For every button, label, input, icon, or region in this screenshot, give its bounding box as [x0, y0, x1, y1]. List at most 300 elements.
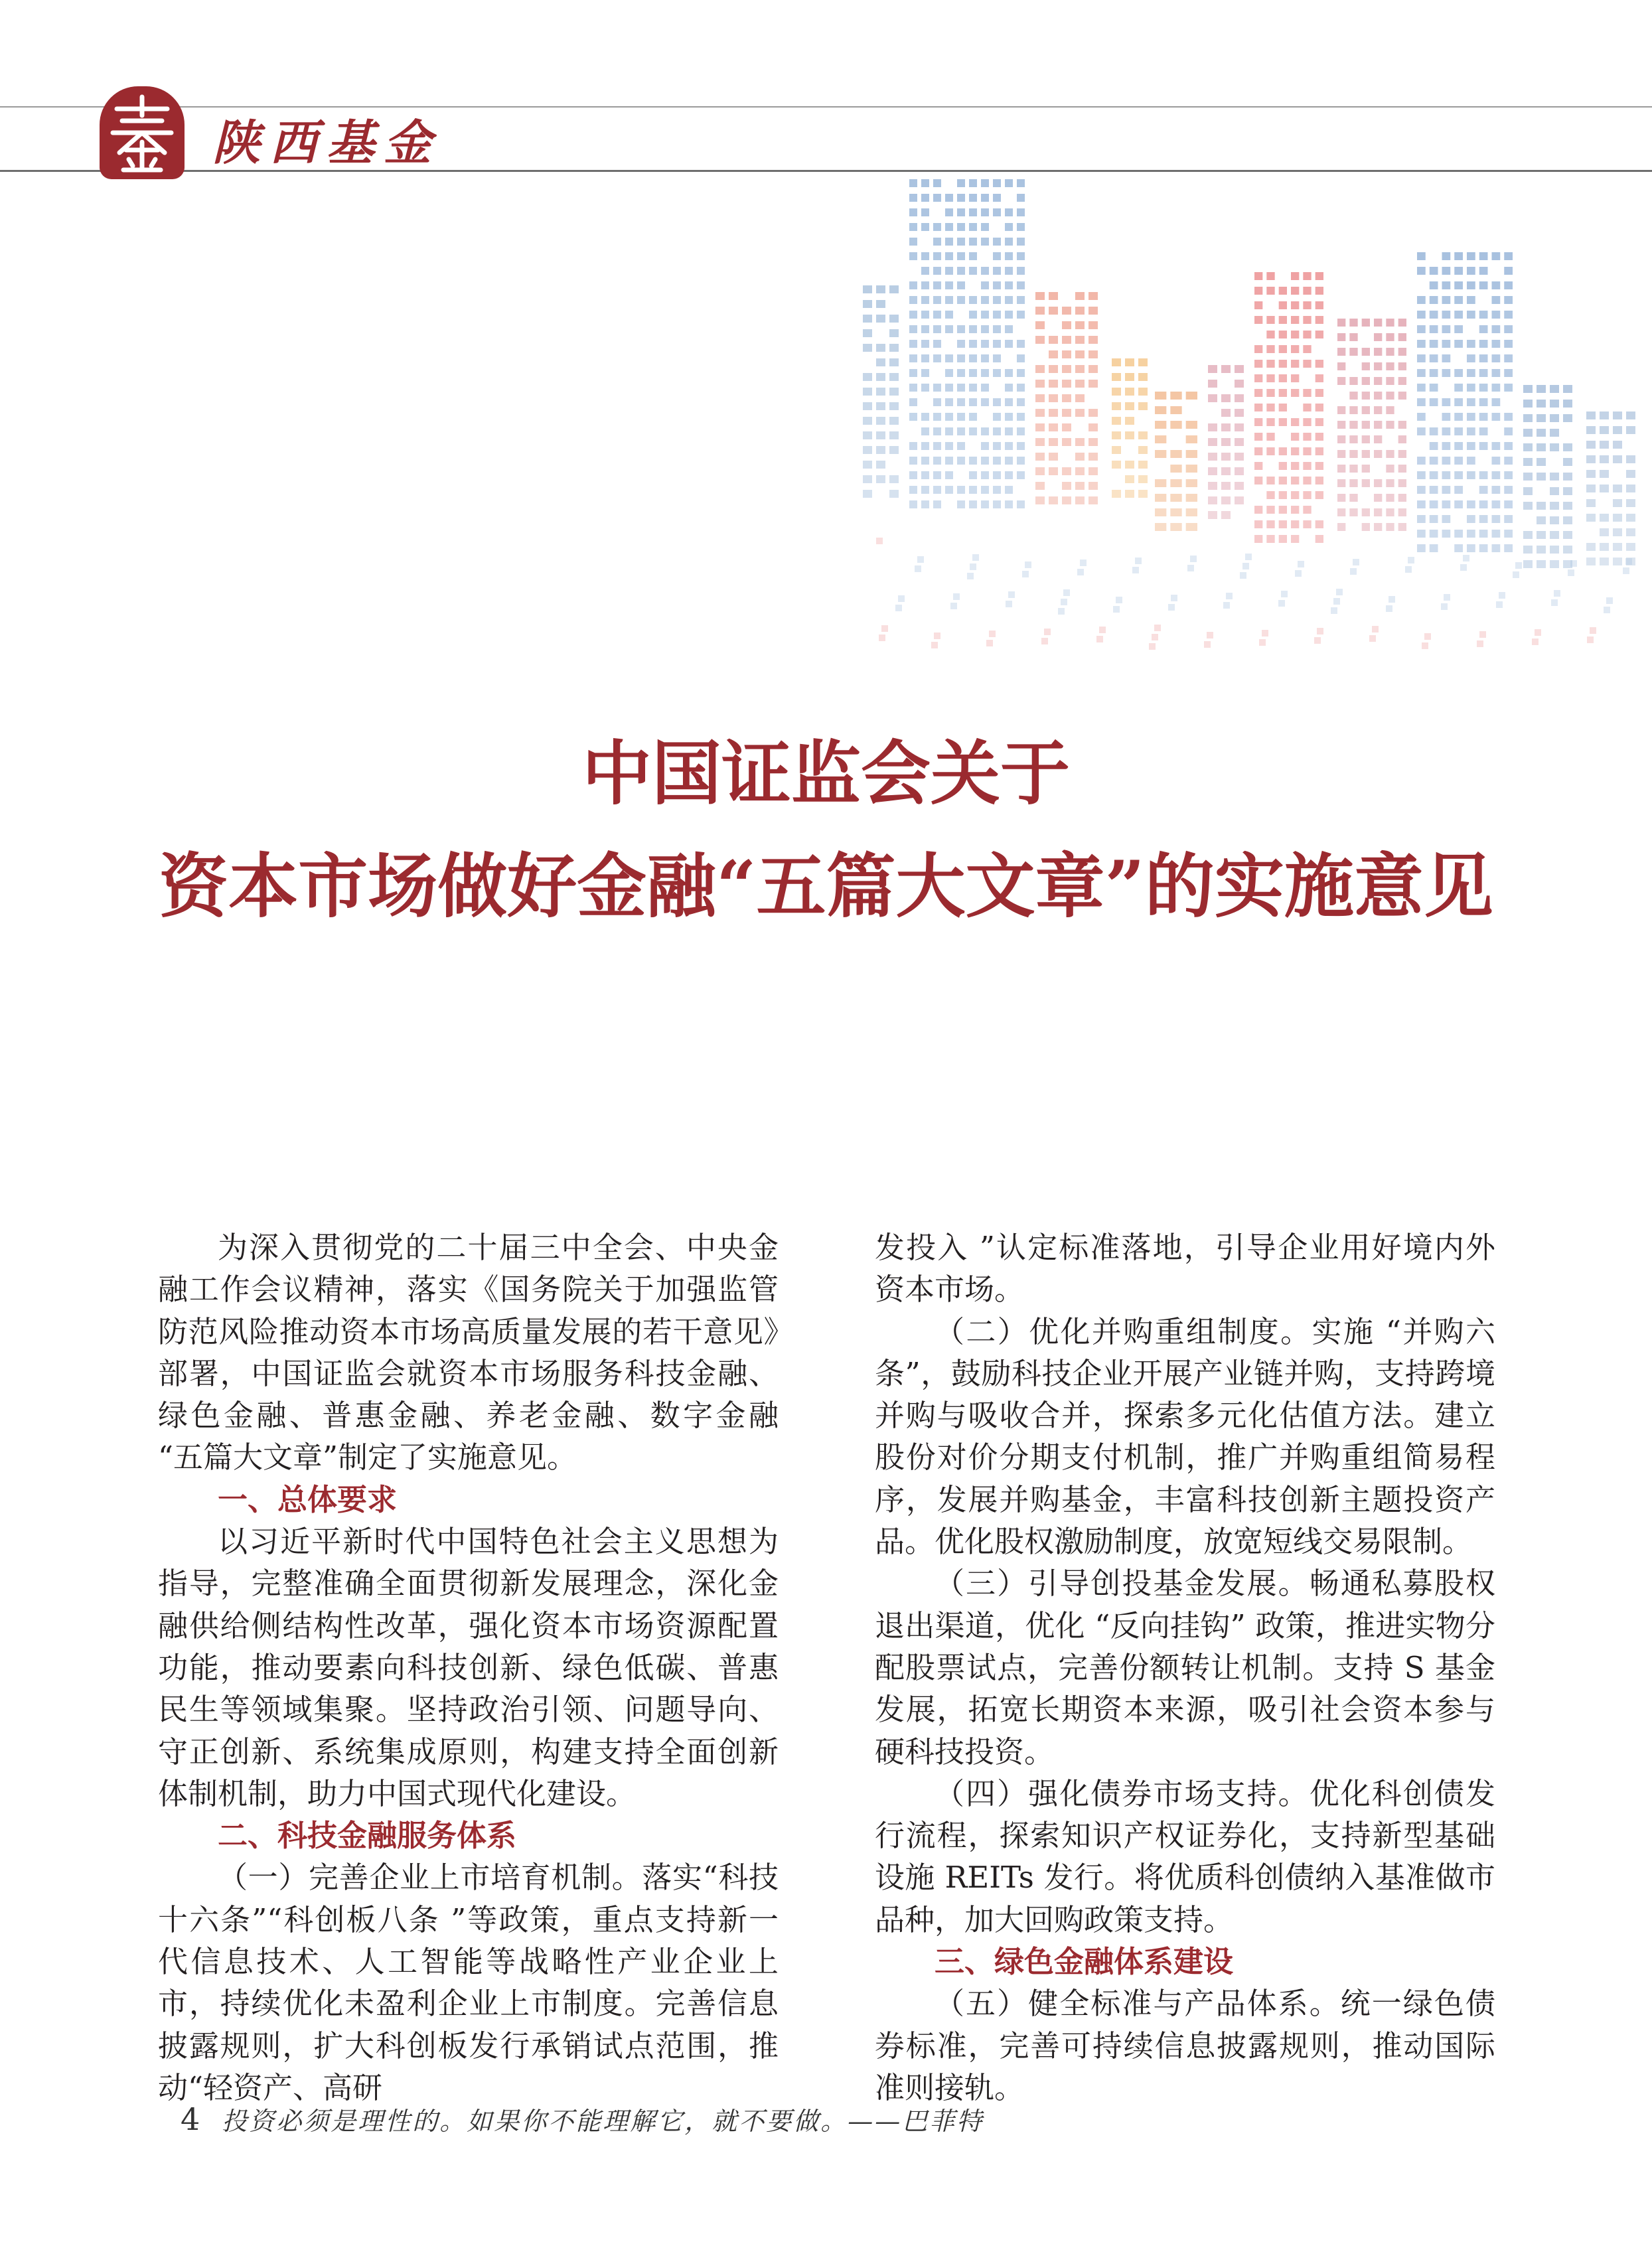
skyline-window	[1221, 467, 1231, 475]
skyline-window	[1362, 523, 1370, 531]
article-title-line-2: 资本市场做好金融“五篇大文章”的实施意见	[159, 845, 1493, 927]
skyline-window	[1005, 369, 1013, 377]
skyline-window	[1386, 465, 1394, 473]
skyline-window	[1417, 354, 1426, 362]
skyline-pixel	[970, 563, 976, 570]
skyline-window	[933, 413, 941, 421]
skyline-window	[945, 442, 953, 450]
skyline-window	[981, 340, 989, 348]
skyline-window	[1492, 442, 1501, 450]
skyline-window	[1089, 482, 1098, 490]
skyline-window	[1504, 340, 1513, 348]
skyline-window	[1442, 427, 1451, 435]
skyline-window	[1523, 473, 1533, 481]
skyline-window	[1613, 411, 1622, 419]
skyline-window	[1454, 530, 1463, 538]
skyline-window	[1563, 473, 1572, 481]
skyline-window	[1442, 413, 1451, 421]
skyline-window	[1279, 477, 1287, 485]
skyline-window	[1492, 457, 1501, 465]
skyline-window	[1374, 319, 1382, 327]
skyline-window	[1563, 458, 1572, 466]
skyline-window	[1430, 427, 1438, 435]
skyline-pixel	[1025, 561, 1031, 568]
skyline-window	[1586, 558, 1596, 565]
skyline-window	[1291, 462, 1299, 470]
skyline-window	[1112, 461, 1121, 469]
skyline-window	[1017, 354, 1025, 362]
skyline-window	[981, 457, 989, 465]
skyline-window	[981, 384, 989, 392]
skyline-window	[1454, 427, 1463, 435]
skyline-pixel	[931, 642, 938, 648]
skyline-window	[921, 413, 929, 421]
skyline-window	[1315, 272, 1323, 280]
skyline-window	[1125, 358, 1134, 366]
skyline-window	[1349, 421, 1357, 429]
skyline-window	[933, 471, 941, 479]
skyline-window	[1291, 520, 1299, 528]
skyline-window	[1089, 307, 1098, 315]
skyline-window	[1467, 500, 1475, 508]
skyline-window	[1504, 530, 1513, 538]
skyline-window	[957, 413, 965, 421]
skyline-window	[1386, 421, 1394, 429]
skyline-window	[1374, 333, 1382, 341]
skyline-window	[1430, 325, 1438, 333]
skyline-window	[1417, 325, 1426, 333]
skyline-window	[1454, 252, 1463, 260]
skyline-window	[945, 471, 953, 479]
skyline-window	[933, 267, 941, 275]
skyline-window	[1138, 388, 1148, 396]
skyline-window	[1586, 426, 1596, 434]
skyline-window	[1303, 462, 1311, 470]
skyline-window	[1550, 487, 1559, 495]
skyline-window	[909, 223, 917, 231]
skyline-window	[876, 461, 885, 469]
skyline-window	[1479, 340, 1488, 348]
skyline-window	[863, 446, 872, 454]
skyline-window	[1221, 482, 1231, 490]
skyline-window	[1075, 350, 1085, 358]
skyline-window	[1138, 446, 1148, 454]
skyline-window	[1125, 402, 1134, 410]
skyline-window	[876, 475, 885, 483]
skyline-window	[1586, 470, 1596, 478]
skyline-window	[909, 457, 917, 465]
skyline-pixel	[1240, 572, 1246, 579]
skyline-window	[1266, 418, 1274, 426]
skyline-window	[1303, 287, 1311, 295]
skyline-window	[957, 340, 965, 348]
skyline-window	[1315, 491, 1323, 499]
skyline-window	[1374, 508, 1382, 516]
skyline-window	[945, 354, 953, 362]
skyline-window	[889, 315, 899, 323]
skyline-window	[863, 315, 872, 323]
skyline-window	[1492, 544, 1501, 552]
skyline-pixel	[1135, 558, 1142, 564]
skyline-window	[1337, 377, 1345, 385]
skyline-window	[1492, 500, 1501, 508]
skyline-window	[1550, 400, 1559, 408]
skyline-window	[1479, 413, 1488, 421]
skyline-window	[1315, 389, 1323, 397]
skyline-window	[1075, 321, 1085, 329]
skyline-window	[957, 398, 965, 406]
skyline-window	[1254, 433, 1262, 441]
skyline-window	[1017, 384, 1025, 392]
skyline-window	[1398, 377, 1406, 385]
skyline-window	[969, 238, 977, 246]
skyline-window	[1017, 252, 1025, 260]
skyline-window	[1125, 417, 1134, 425]
skyline-window	[1303, 345, 1311, 353]
skyline-window	[945, 413, 953, 421]
skyline-window	[1442, 252, 1451, 260]
skyline-window	[889, 417, 899, 425]
skyline-window	[1349, 450, 1357, 458]
skyline-window	[889, 388, 899, 396]
skyline-window	[1613, 558, 1622, 565]
skyline-window	[1089, 365, 1098, 373]
skyline-pixel	[1515, 562, 1522, 569]
skyline-window	[1349, 392, 1357, 400]
skyline-window	[1062, 321, 1071, 329]
skyline-window	[1492, 252, 1501, 260]
skyline-window	[1504, 515, 1513, 523]
skyline-window	[1221, 394, 1231, 402]
skyline-window	[889, 329, 899, 337]
skyline-window	[921, 296, 929, 304]
skyline-window	[1492, 486, 1501, 494]
skyline-window	[1089, 453, 1098, 461]
skyline-window	[1537, 429, 1546, 437]
skyline-window	[993, 267, 1001, 275]
skyline-window	[1208, 482, 1217, 490]
skyline-window	[1600, 528, 1609, 536]
skyline-window	[933, 281, 941, 289]
skyline-pixel	[1496, 601, 1503, 608]
skyline-window	[921, 471, 929, 479]
skyline-window	[993, 325, 1001, 333]
skyline-window	[945, 281, 953, 289]
skyline-window	[1479, 500, 1488, 508]
skyline-window	[969, 369, 977, 377]
skyline-pixel	[1295, 570, 1302, 577]
skyline-window	[945, 398, 953, 406]
skyline-window	[1337, 406, 1345, 414]
skyline-window	[1479, 515, 1488, 523]
skyline-window	[889, 446, 899, 454]
skyline-window	[876, 344, 885, 352]
skyline-window	[1291, 389, 1299, 397]
skyline-window	[1430, 281, 1438, 289]
skyline-window	[1386, 450, 1394, 458]
skyline-window	[1315, 462, 1323, 470]
skyline-window	[1430, 311, 1438, 319]
skyline-pixel	[876, 538, 883, 544]
skyline-window	[1337, 465, 1345, 473]
skyline-window	[1266, 404, 1274, 411]
skyline-window	[1291, 287, 1299, 295]
skyline-window	[1266, 389, 1274, 397]
skyline-window	[1035, 423, 1045, 431]
skyline-window	[1523, 385, 1533, 393]
skyline-window	[1303, 404, 1311, 411]
skyline-pixel	[1044, 629, 1051, 635]
skyline-window	[945, 311, 953, 319]
skyline-window	[1504, 369, 1513, 377]
skyline-window	[1374, 362, 1382, 370]
skyline-pixel	[1590, 627, 1596, 634]
skyline-window	[1089, 321, 1098, 329]
skyline-window	[1337, 333, 1345, 341]
skyline-window	[1613, 528, 1622, 536]
skyline-window	[1337, 435, 1345, 443]
skyline-pixel	[967, 573, 974, 579]
skyline-window	[1600, 514, 1609, 522]
skyline-window	[1442, 471, 1451, 479]
skyline-window	[1563, 414, 1572, 422]
skyline-window	[1492, 340, 1501, 348]
skyline-window	[909, 194, 917, 202]
skyline-window	[863, 285, 872, 293]
skyline-window	[1186, 479, 1197, 487]
skyline-window	[957, 194, 965, 202]
skyline-window	[1112, 490, 1121, 498]
skyline-window	[1315, 433, 1323, 441]
skyline-window	[1398, 435, 1406, 443]
skyline-window	[933, 296, 941, 304]
skyline-window	[909, 354, 917, 362]
skyline-window	[1303, 389, 1311, 397]
skyline-window	[1600, 470, 1609, 478]
skyline-window	[1303, 272, 1311, 280]
skyline-window	[1454, 500, 1463, 508]
skyline-window	[1550, 443, 1559, 451]
skyline-window	[1600, 441, 1609, 449]
skyline-window	[1374, 494, 1382, 502]
qin-seal-logo-icon	[100, 86, 185, 179]
skyline-window	[1254, 272, 1262, 280]
skyline-window	[1017, 471, 1025, 479]
skyline-window	[993, 427, 1001, 435]
skyline-window	[1454, 486, 1463, 494]
skyline-window	[1454, 544, 1463, 552]
skyline-window	[1586, 441, 1596, 449]
skyline-window	[993, 179, 1001, 187]
skyline-window	[1235, 482, 1244, 490]
skyline-pixel	[1499, 592, 1505, 599]
skyline-window	[1005, 252, 1013, 260]
skyline-window	[1005, 296, 1013, 304]
skyline-window	[1035, 380, 1045, 388]
skyline-window	[1504, 252, 1513, 260]
section-heading-3: 三、绿色金融体系建设	[935, 1944, 1234, 1980]
skyline-window	[1208, 496, 1217, 504]
skyline-window	[1170, 392, 1181, 400]
skyline-pixel	[1513, 571, 1519, 578]
skyline-window	[1504, 281, 1513, 289]
skyline-window	[1155, 450, 1166, 458]
skyline-pixel	[881, 625, 888, 632]
skyline-window	[969, 208, 977, 216]
skyline-window	[1208, 453, 1217, 461]
skyline-window	[1504, 427, 1513, 435]
skyline-window	[1563, 546, 1572, 554]
skyline-window	[1362, 406, 1370, 414]
skyline-window	[1492, 515, 1501, 523]
skyline-window	[1586, 514, 1596, 522]
skyline-window	[1279, 360, 1287, 368]
skyline-window	[1626, 426, 1635, 434]
skyline-window	[1467, 413, 1475, 421]
skyline-window	[1005, 267, 1013, 275]
skyline-window	[1586, 411, 1596, 419]
skyline-window	[1005, 238, 1013, 246]
skyline-window	[1315, 374, 1323, 382]
skyline-window	[1430, 471, 1438, 479]
skyline-window	[1479, 325, 1488, 333]
skyline-window	[909, 384, 917, 392]
skyline-window	[969, 398, 977, 406]
skyline-pixel	[1568, 569, 1574, 576]
skyline-window	[1089, 350, 1098, 358]
skyline-window	[1112, 358, 1121, 366]
skyline-window	[1362, 392, 1370, 400]
skyline-window	[1467, 296, 1475, 304]
skyline-window	[1362, 319, 1370, 327]
skyline-window	[1186, 450, 1197, 458]
skyline-window	[1062, 423, 1071, 431]
skyline-window	[981, 179, 989, 187]
skyline-window	[981, 311, 989, 319]
skyline-window	[1442, 515, 1451, 523]
skyline-window	[1125, 388, 1134, 396]
skyline-window	[876, 431, 885, 439]
skyline-window	[1075, 409, 1085, 417]
skyline-window	[945, 223, 953, 231]
skyline-window	[1089, 496, 1098, 504]
skyline-pixel	[972, 554, 979, 561]
paragraph-item-2: （二）优化并购重组制度。实施 “并购六条”，鼓励科技企业开展产业链并购，支持跨境并购与吸收合并，探索多元化估值方法。建立股份对价分期支付机制，推广并购重组简易程序，发展并购基金，丰富科技创新主题投资产品。优化股权激励制度，放宽短线交易限制。	[875, 1313, 1495, 1560]
skyline-window	[1550, 385, 1559, 393]
skyline-window	[993, 354, 1001, 362]
skyline-window	[1417, 500, 1426, 508]
skyline-window	[1492, 530, 1501, 538]
skyline-window	[1442, 325, 1451, 333]
skyline-window	[1035, 292, 1045, 300]
skyline-window	[921, 384, 929, 392]
skyline-window	[1155, 406, 1166, 414]
skyline-pixel	[1190, 556, 1197, 562]
skyline-window	[1386, 362, 1394, 370]
skyline-window	[1017, 457, 1025, 465]
skyline-window	[1208, 511, 1217, 519]
skyline-window	[876, 446, 885, 454]
skyline-window	[933, 398, 941, 406]
skyline-window	[1550, 429, 1559, 437]
skyline-pixel	[898, 595, 905, 602]
skyline-window	[1613, 455, 1622, 463]
skyline-window	[1155, 435, 1166, 443]
skyline-window	[1362, 362, 1370, 370]
skyline-window	[1537, 502, 1546, 510]
skyline-window	[969, 311, 977, 319]
skyline-window	[1266, 477, 1274, 485]
skyline-window	[1504, 486, 1513, 494]
skyline-window	[1279, 447, 1287, 455]
skyline-window	[909, 471, 917, 479]
skyline-window	[921, 223, 929, 231]
skyline-window	[1221, 453, 1231, 461]
skyline-window	[1537, 473, 1546, 481]
skyline-window	[1504, 413, 1513, 421]
skyline-window	[1279, 287, 1287, 295]
skyline-window	[921, 369, 929, 377]
skyline-window	[1430, 500, 1438, 508]
skyline-window	[969, 457, 977, 465]
skyline-window	[909, 398, 917, 406]
skyline-pixel	[1298, 561, 1304, 567]
skyline-window	[1523, 502, 1533, 510]
skyline-pixel	[1278, 600, 1285, 607]
skyline-window	[1208, 380, 1217, 388]
skyline-window	[889, 490, 899, 498]
skyline-window	[1492, 413, 1501, 421]
skyline-window	[1049, 423, 1058, 431]
skyline-window	[1279, 535, 1287, 543]
skyline-window	[1349, 508, 1357, 516]
skyline-window	[1504, 500, 1513, 508]
skyline-window	[957, 252, 965, 260]
skyline-window	[1170, 479, 1181, 487]
skyline-window	[1537, 531, 1546, 539]
skyline-window	[1626, 470, 1635, 478]
skyline-window	[1186, 421, 1197, 429]
skyline-window	[993, 398, 1001, 406]
skyline-window	[1017, 296, 1025, 304]
skyline-window	[1315, 535, 1323, 543]
skyline-window	[1138, 358, 1148, 366]
skyline-window	[1386, 319, 1394, 327]
skyline-window	[1430, 442, 1438, 450]
skyline-window	[1112, 446, 1121, 454]
skyline-window	[1349, 465, 1357, 473]
skyline-window	[1155, 479, 1166, 487]
section-heading-1: 一、总体要求	[218, 1481, 398, 1517]
skyline-window	[863, 300, 872, 308]
skyline-window	[1208, 423, 1217, 431]
skyline-window	[1005, 471, 1013, 479]
skyline-window	[1537, 400, 1546, 408]
skyline-window	[1315, 477, 1323, 485]
skyline-window	[1563, 487, 1572, 495]
skyline-window	[981, 486, 989, 494]
skyline-window	[1454, 340, 1463, 348]
skyline-window	[1454, 325, 1463, 333]
skyline-window	[1454, 267, 1463, 275]
skyline-window	[1279, 491, 1287, 499]
skyline-window	[1303, 491, 1311, 499]
skyline-window	[1563, 385, 1572, 393]
skyline-window	[909, 486, 917, 494]
skyline-window	[1374, 348, 1382, 356]
skyline-window	[1035, 453, 1045, 461]
skyline-window	[1337, 450, 1345, 458]
